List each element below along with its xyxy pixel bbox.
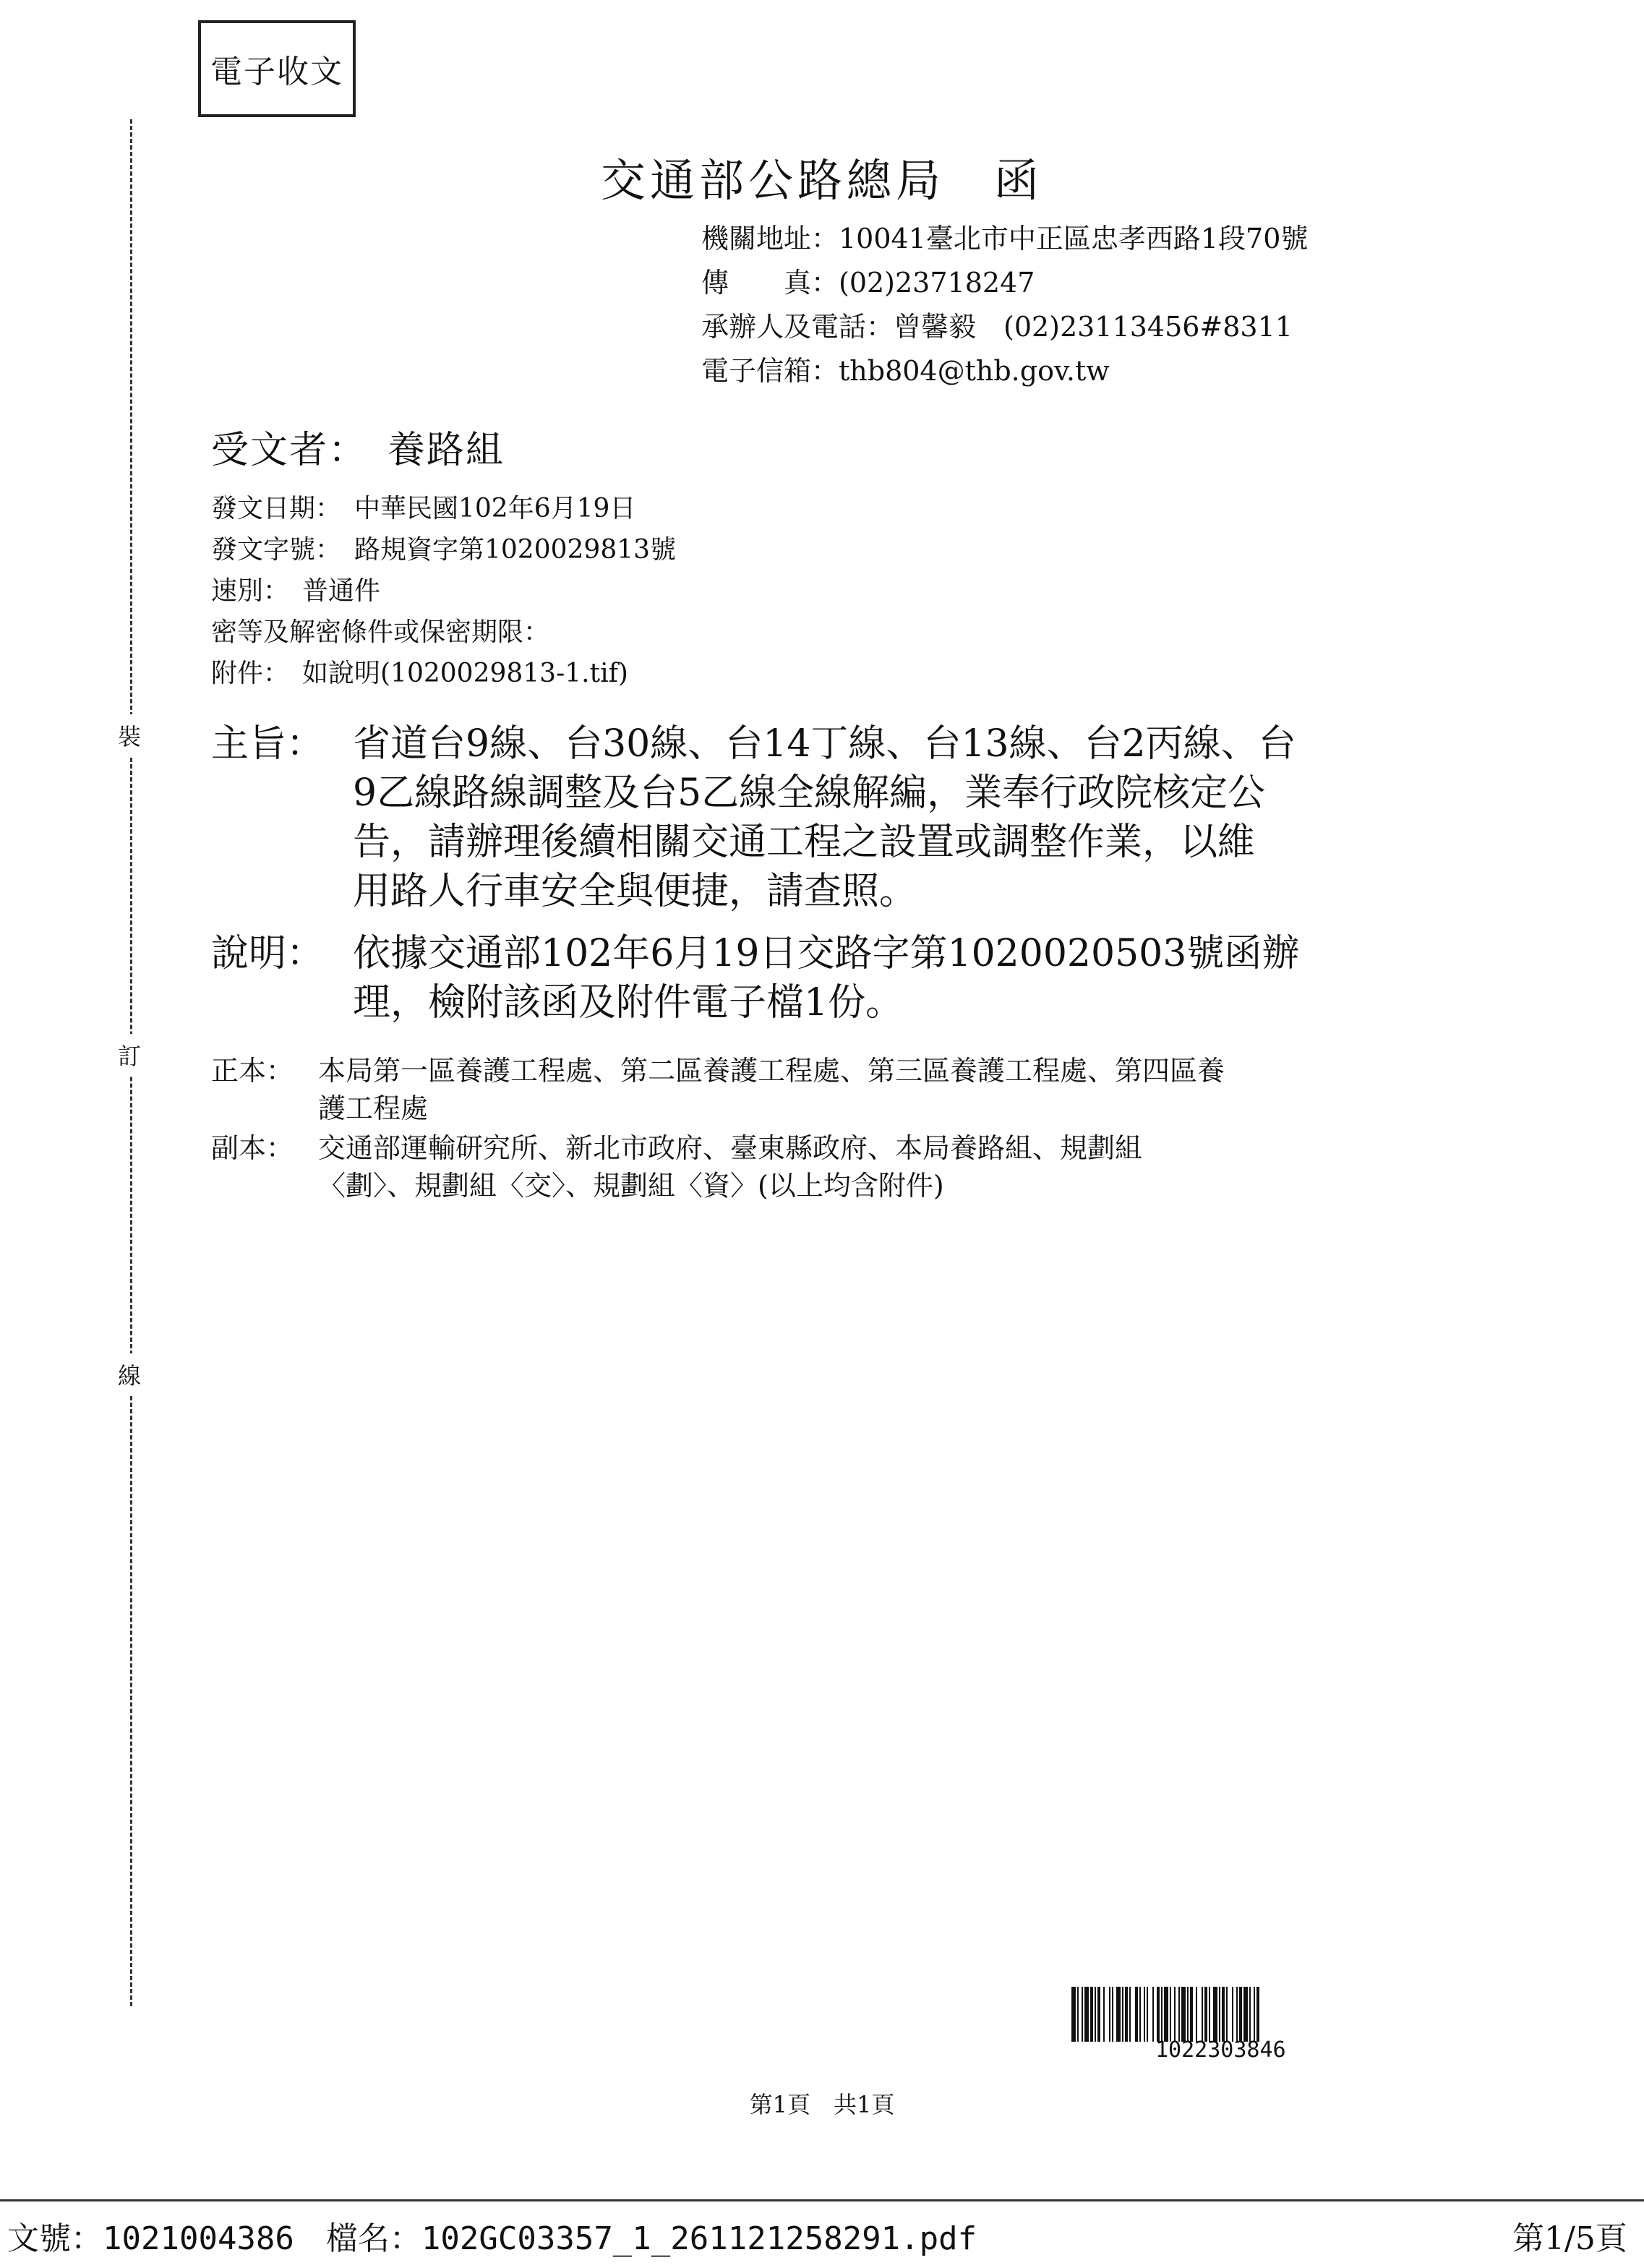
barcode-bar [1170,1987,1171,2042]
barcode-bar [1202,1987,1203,2042]
barcode-bar [1152,1987,1154,2042]
barcode-bar [1209,1987,1210,2042]
electronic-receipt-stamp [198,20,356,117]
explanation-label: 說明： [211,932,325,975]
footer-page-count: 第1/5頁 [1512,2220,1627,2257]
barcode-bar [1103,1987,1105,2042]
barcode-bar [1122,1987,1123,2042]
secondary-copy-line: 〈劃〉、規劃組〈交〉、規劃組〈資〉(以上均含附件) [318,1170,944,1202]
barcode-bar [1174,1987,1176,2042]
footer-file-info: 文號：1021004386 檔名：102GC03357_1_261121258291.pdf [7,2220,977,2257]
secondary-copy-label: 副本： [211,1132,294,1164]
barcode-bar [1232,1987,1233,2042]
agency-info [701,217,1308,393]
barcode-bar [1139,1987,1141,2042]
barcode-bar [1090,1987,1093,2042]
original-copy-line: 本局第一區養護工程處、第二區養護工程處、第三區養護工程處、第四區養 [318,1055,1225,1087]
explanation-line: 理，檢附該函及附件電子檔1份。 [353,981,904,1024]
barcode-bar [1071,1987,1076,2042]
barcode-bar [1187,1987,1189,2042]
subject-line: 9乙線路線調整及台5乙線全線解編，業奉行政院核定公 [353,771,1266,815]
agency-contact: 承辦人及電話：曾馨毅 (02)23113456#8311 [701,311,1293,343]
barcode-bar [1077,1987,1079,2042]
issue-date: 發文日期： 中華民國102年6月19日 [211,494,636,523]
document-number: 發文字號： 路規資字第1020029813號 [211,535,677,565]
barcode-bar [1204,1987,1207,2042]
barcode-bar [1147,1987,1148,2042]
barcode [1071,1987,1384,2042]
confidentiality: 密等及解密條件或保密期限： [211,617,550,647]
barcode-bar [1144,1987,1145,2042]
agency-address: 機關地址：10041臺北市中正區忠孝西路1段70號 [701,223,1309,254]
barcode-bar [1157,1987,1160,2042]
barcode-bar [1222,1987,1225,2042]
barcode-bar [1082,1987,1083,2042]
barcode-bar [1125,1987,1128,2042]
barcode-bar [1243,1987,1248,2042]
explanation-line: 依據交通部102年6月19日交路字第1020020503號函辦 [353,932,1300,975]
binding-mark-1: 裝 [118,714,141,756]
attachment: 附件： 如說明(1020029813-1.tif) [211,659,628,688]
barcode-bar [1161,1987,1163,2042]
barcode-bar [1112,1987,1113,2042]
subject-label: 主旨： [211,722,325,766]
barcode-bar [1236,1987,1238,2042]
barcode-bar [1213,1987,1217,2042]
barcode-bar [1178,1987,1180,2042]
original-copy-line: 護工程處 [318,1092,429,1124]
binding-mark-3: 線 [118,1353,141,1395]
document-title: 交通部公路總局 函 [600,154,1043,207]
barcode-bar [1254,1987,1255,2042]
barcode-bar [1129,1987,1131,2042]
barcode-bar [1084,1987,1089,2042]
barcode-bar [1196,1987,1197,2042]
barcode-bar [1219,1987,1220,2042]
barcode-bar [1190,1987,1193,2042]
barcode-bar [1256,1987,1259,2042]
subject-line: 省道台9線、台30線、台14丁線、台13線、台2丙線、台 [353,722,1296,766]
barcode-bar [1164,1987,1168,2042]
subject-line: 告，請辦理後續相關交通工程之設置或調整作業，以維 [353,821,1256,864]
barcode-bar [1095,1987,1096,2042]
secondary-copy-line: 交通部運輸研究所、新北市政府、臺東縣政府、本局養路組、規劃組 [318,1132,1143,1164]
barcode-bar [1249,1987,1251,2042]
barcode-bar [1097,1987,1100,2042]
binding-mark-2: 訂 [118,1034,141,1076]
barcode-bar [1239,1987,1242,2042]
agency-fax: 傳 真：(02)23718247 [701,267,1035,299]
barcode-bar [1135,1987,1138,2042]
agency-email: 電子信箱：thb804@thb.gov.tw [701,355,1110,387]
barcode-bar [1109,1987,1110,2042]
barcode-number: 1022303846 [1155,2037,1286,2063]
page-number: 第1頁 共1頁 [749,2091,895,2118]
document-meta [211,488,676,694]
original-copy-label: 正本： [211,1055,294,1087]
barcode-bar [1226,1987,1228,2042]
stamp-text: 電子收文 [210,54,343,90]
urgency: 速別： 普通件 [211,576,381,606]
footer-divider [0,2199,1644,2201]
recipient: 受文者： 養路組 [211,429,505,472]
barcode-bar [1116,1987,1121,2042]
subject-line: 用路人行車安全與便捷，請查照。 [353,870,917,913]
barcode-bar [1181,1987,1186,2042]
